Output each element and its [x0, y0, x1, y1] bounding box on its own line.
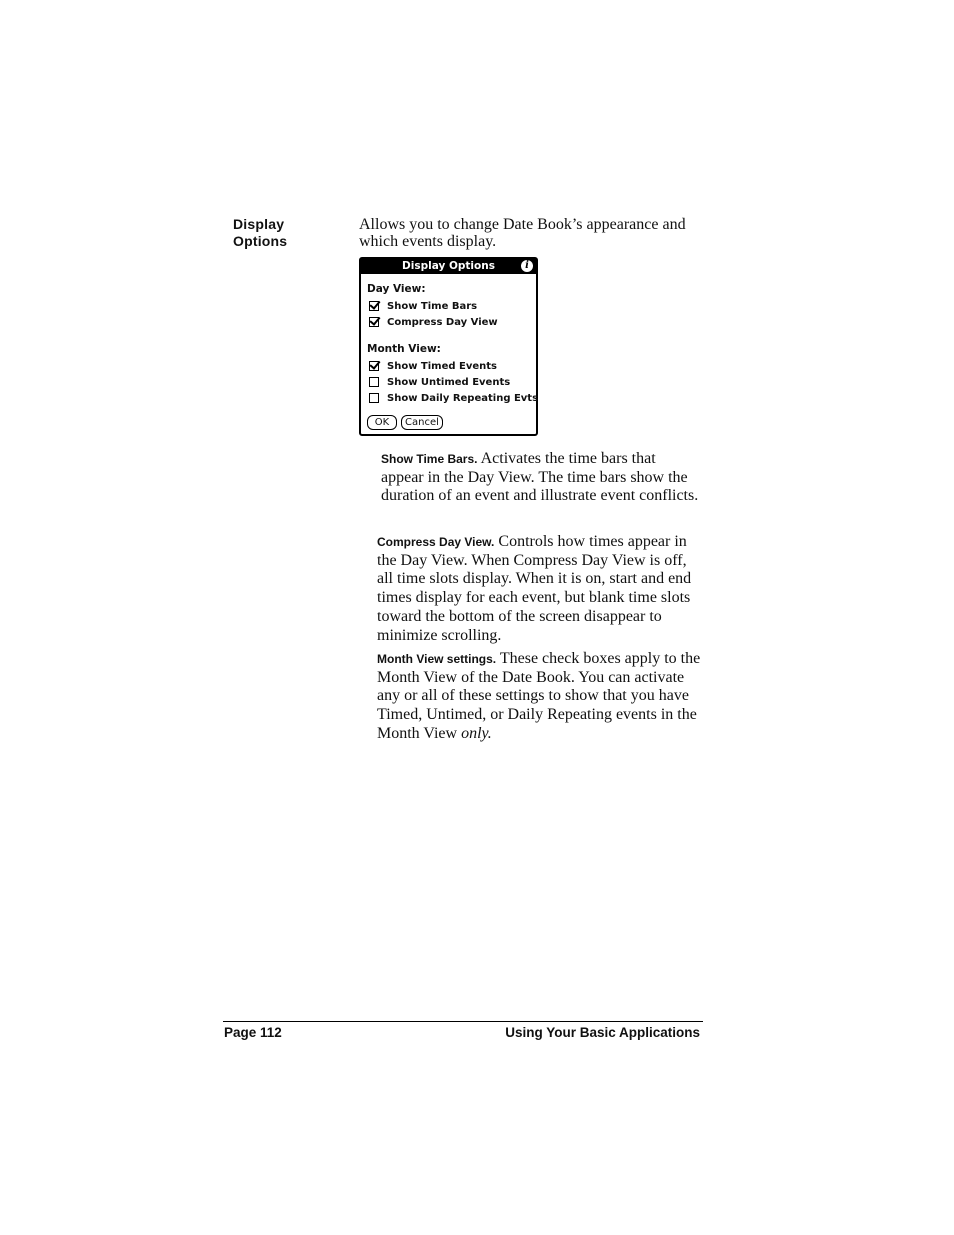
dialog-titlebar — [361, 259, 536, 274]
section-heading — [233, 216, 343, 250]
section-heading-line2: Options — [233, 233, 288, 249]
day-view-label: Day View: — [367, 283, 426, 295]
section-intro: Allows you to change Date Book’s appearance and which events display. — [359, 216, 686, 250]
page-number: Page 112 — [224, 1025, 282, 1040]
show-timed-events-checkbox[interactable] — [369, 359, 497, 373]
checkbox-icon — [369, 301, 379, 311]
compress-day-view-term: Compress Day View. — [377, 535, 495, 549]
dialog-title: Display Options — [402, 260, 495, 272]
footer-rule — [223, 1021, 703, 1022]
option-label: Show Time Bars — [387, 300, 478, 312]
section-heading-line1: Display — [233, 216, 285, 232]
show-time-bars-term: Show Time Bars. — [381, 452, 478, 466]
show-untimed-events-checkbox[interactable] — [369, 375, 510, 389]
option-label: Compress Day View — [387, 316, 498, 328]
compress-day-view-checkbox[interactable] — [369, 315, 498, 329]
show-time-bars-paragraph — [381, 450, 701, 506]
option-label: Show Timed Events — [387, 360, 497, 372]
month-view-settings-text: These check boxes apply to the Month View of the Date Book. You can activate any or all of these settings to show that you have Timed, Untimed, or Daily Repeating events in the Month View — [377, 650, 701, 742]
ok-button[interactable]: OK — [367, 415, 397, 430]
checkbox-icon — [369, 361, 379, 371]
checkbox-icon — [369, 377, 379, 387]
month-view-settings-term: Month View settings. — [377, 652, 497, 666]
info-icon[interactable]: i — [521, 260, 533, 272]
month-view-settings-paragraph — [377, 650, 701, 744]
compress-day-view-paragraph — [377, 533, 701, 645]
checkbox-icon — [369, 317, 379, 327]
month-view-settings-emphasis: only. — [461, 724, 492, 742]
show-daily-repeating-checkbox[interactable] — [369, 391, 538, 405]
compress-day-view-text: Controls how times appear in the Day View. When Compress Day View is off, all time slots display. When it is on, start and end times display for each event, but blank time slots toward the bottom of the screen disappear to minimize scrolling. — [377, 533, 692, 644]
display-options-dialog — [359, 257, 538, 436]
month-view-label: Month View: — [367, 343, 441, 355]
show-time-bars-checkbox[interactable] — [369, 299, 477, 313]
checkbox-icon — [369, 393, 379, 403]
option-label: Show Daily Repeating Evts — [387, 392, 539, 404]
show-time-bars-text: Activates the time bars that appear in the Day View. The time bars show the duration of an event and illustrate event conflicts. — [381, 450, 699, 505]
option-label: Show Untimed Events — [387, 376, 511, 388]
chapter-title: Using Your Basic Applications — [505, 1025, 700, 1040]
cancel-button[interactable]: Cancel — [401, 415, 443, 430]
